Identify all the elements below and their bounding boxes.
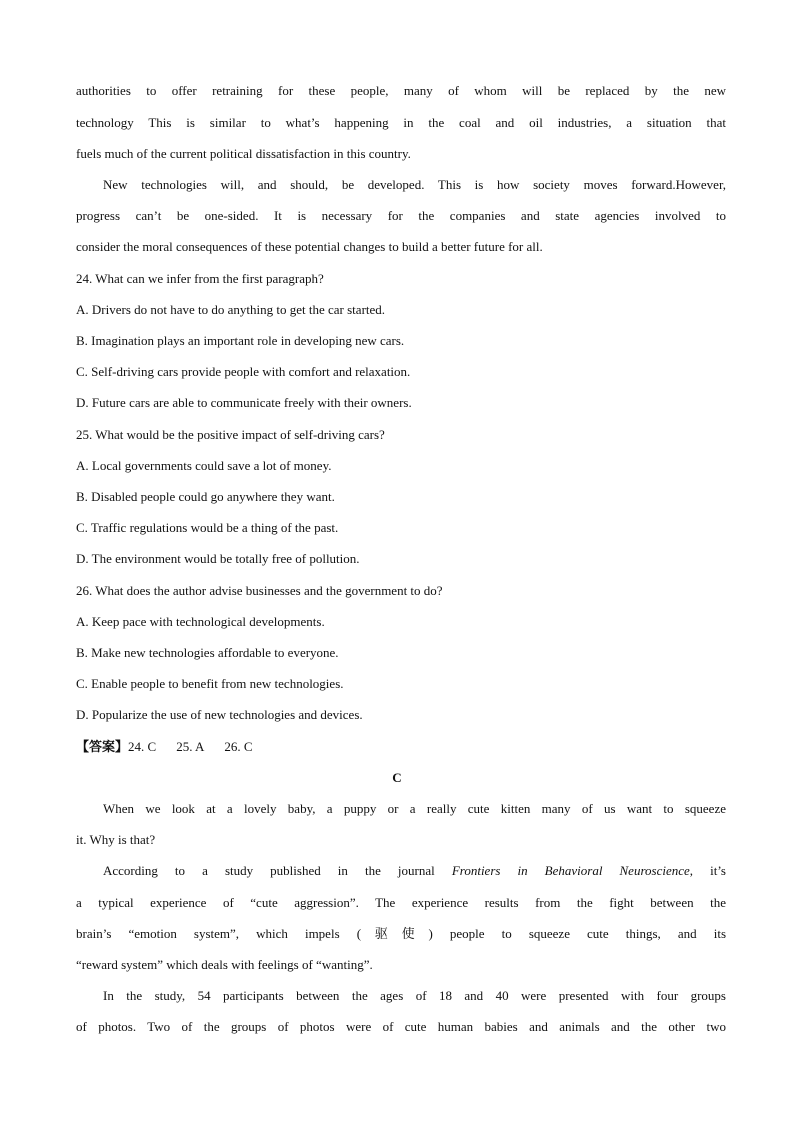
paragraph-line: fuels much of the current political dissatisfaction in this country.: [76, 146, 411, 161]
option-26d: D. Popularize the use of new technologies and devices.: [76, 707, 363, 722]
option-26c: C. Enable people to benefit from new technologies.: [76, 676, 344, 691]
paragraph-line: When we look at a lovely baby, a puppy or a really cute kitten many of us want to squeeze: [103, 801, 726, 816]
journal-title: Frontiers in Behavioral Neuroscience: [451, 863, 690, 878]
paragraph-line: it. Why is that?: [76, 832, 156, 847]
option-25a: A. Local governments could save a lot of money.: [76, 458, 332, 473]
option-26a: A. Keep pace with technological developments.: [76, 614, 325, 629]
paragraph-line: technology This is similar to what’s happening in the coal and oil industries, a situation that: [76, 115, 726, 130]
paragraph-line: a typical experience of “cute aggression”. The experience results from the fight between the: [76, 895, 726, 910]
section-heading-c: C: [392, 770, 402, 785]
answer-label: 【答案】: [76, 739, 129, 754]
paragraph-line: New technologies will, and should, be developed. This is how society moves forward.However,: [103, 177, 726, 192]
paragraph-line: of photos. Two of the groups of photos were of cute human babies and animals and the other two: [76, 1019, 726, 1034]
question-stem-26: 26. What does the author advise businesses and the government to do?: [76, 583, 443, 598]
paragraph-line: According to a study published in the journal Frontiers in Behavioral Neuroscience, it’s: [103, 863, 726, 878]
option-24d: D. Future cars are able to communicate freely with their owners.: [76, 395, 412, 410]
option-24a: A. Drivers do not have to do anything to get the car started.: [76, 302, 386, 317]
paragraph-line: progress can’t be one-sided. It is necessary for the companies and state agencies involved to: [76, 208, 726, 223]
paragraph-line: “reward system” which deals with feelings of “wanting”.: [76, 957, 373, 972]
paragraph-line: brain’s “emotion system”, which impels (驱使) people to squeeze cute things, and its: [76, 926, 726, 941]
paragraph-line: consider the moral consequences of these potential changes to build a better future for all.: [76, 239, 543, 254]
option-25b: B. Disabled people could go anywhere they want.: [76, 489, 335, 504]
option-24c: C. Self-driving cars provide people with comfort and relaxation.: [76, 364, 411, 379]
question-stem-25: 25. What would be the positive impact of self-driving cars?: [76, 427, 385, 442]
answer-24: 24. C: [128, 739, 157, 754]
answer-25: 25. A: [176, 739, 205, 754]
answer-key: [76, 738, 726, 756]
option-25d: D. The environment would be totally free of pollution.: [76, 551, 360, 566]
option-25c: C. Traffic regulations would be a thing of the past.: [76, 520, 339, 535]
question-stem-24: 24. What can we infer from the first paragraph?: [76, 271, 324, 286]
answer-26: 26. C: [224, 739, 253, 754]
paragraph-line: In the study, 54 participants between the ages of 18 and 40 were presented with four groups: [103, 988, 726, 1003]
option-24b: B. Imagination plays an important role in developing new cars.: [76, 333, 405, 348]
paragraph-line: authorities to offer retraining for these people, many of whom will be replaced by the new: [76, 83, 726, 98]
option-26b: B. Make new technologies affordable to everyone.: [76, 645, 339, 660]
